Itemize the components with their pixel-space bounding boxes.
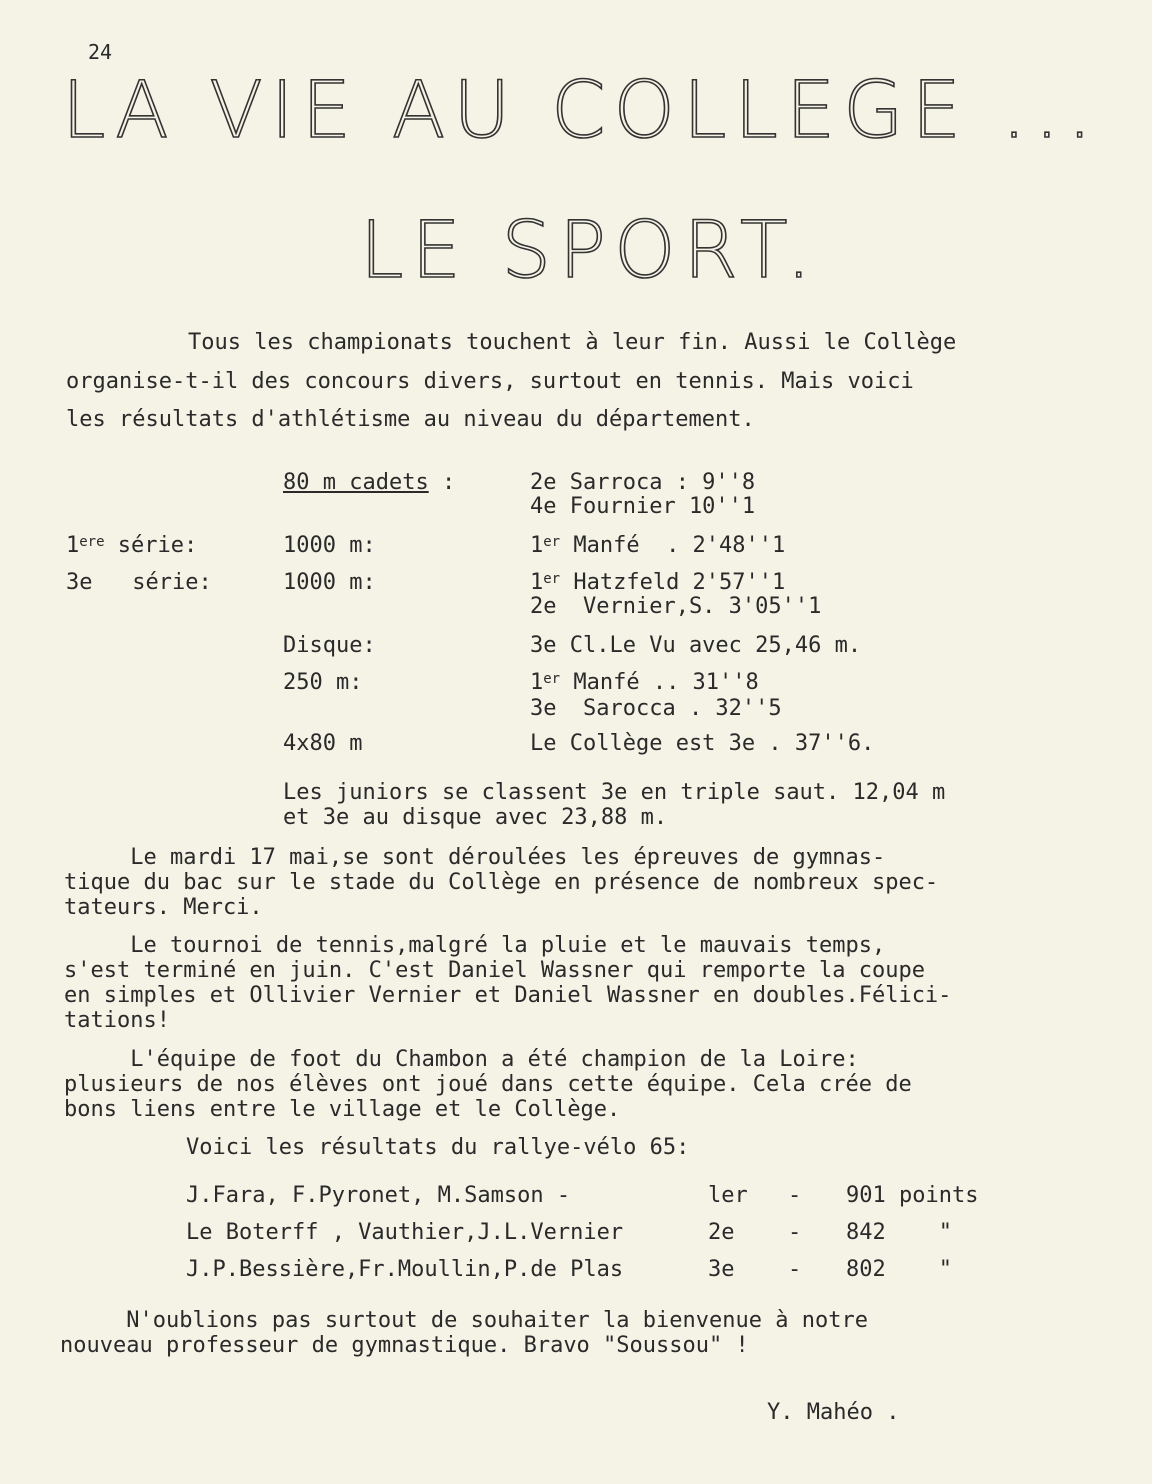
result-250m-2: 3e Sarocca . 32''5 <box>530 696 782 721</box>
intro-line: organise-t-il des concours divers, surtout en tennis. Mais voici <box>66 369 914 394</box>
tennis-line: s'est terminé en juin. C'est Daniel Wassner qui remporte la coupe <box>64 958 925 983</box>
result-cadets-1: 2e Sarroca : 9''8 <box>530 470 756 495</box>
gym-line: tique du bac sur le stade du Collège en présence de nombreux spec- <box>64 870 939 895</box>
event-250m: 250 m: <box>283 670 363 695</box>
rallye-names: J.Fara, F.Pyronet, M.Samson - <box>186 1183 571 1208</box>
closing-line: N'oublions pas surtout de souhaiter la bienvenue à notre <box>60 1308 868 1333</box>
result-serie-1: 1er Manfé . 2'48''1 <box>530 533 786 558</box>
event-relay: 4x80 m <box>283 731 363 756</box>
rallye-rank: 2e <box>708 1220 735 1245</box>
page-title: LA VIE AU COLLEGE ... <box>62 66 1101 156</box>
page-number: 24 <box>88 40 113 64</box>
closing-line: nouveau professeur de gymnastique. Bravo "Soussou" ! <box>60 1333 749 1358</box>
result-serie-3-1: 1er Hatzfeld 2'57''1 <box>530 570 786 595</box>
rallye-dash: - <box>788 1183 802 1208</box>
result-serie-3-2: 2e Vernier,S. 3'05''1 <box>530 594 822 619</box>
rallye-rank: 3e <box>708 1257 735 1282</box>
rallye-points: 842 " <box>846 1220 952 1245</box>
result-cadets-2: 4e Fournier 10''1 <box>530 494 756 519</box>
rallye-points: 802 " <box>846 1257 952 1282</box>
tennis-line: en simples et Ollivier Vernier et Daniel Wassner en doubles.Félici- <box>64 983 952 1008</box>
rallye-rank: ler <box>708 1183 748 1208</box>
rallye-dash: - <box>788 1220 802 1245</box>
foot-line: bons liens entre le village et le Collège. <box>64 1097 621 1122</box>
rallye-dash: - <box>788 1257 802 1282</box>
section-title: LE SPORT. <box>360 206 820 296</box>
intro-line: les résultats d'athlétisme au niveau du département. <box>66 407 755 432</box>
result-disque: 3e Cl.Le Vu avec 25,46 m. <box>530 633 862 658</box>
foot-line: plusieurs de nos élèves ont joué dans cette équipe. Cela crée de <box>64 1072 912 1097</box>
tennis-line: tations! <box>64 1008 170 1033</box>
rallye-names: Le Boterff , Vauthier,J.L.Vernier <box>186 1220 624 1245</box>
rallye-intro: Voici les résultats du rallye-vélo 65: <box>186 1135 690 1160</box>
event-disque: Disque: <box>283 633 376 658</box>
juniors-line: et 3e au disque avec 23,88 m. <box>283 805 668 830</box>
result-250m-1: 1er Manfé .. 31''8 <box>530 670 759 695</box>
intro-line: Tous les championats touchent à leur fin. Aussi le Collège <box>188 330 957 355</box>
serie-1-label: 1ere série: <box>66 533 198 558</box>
signature: Y. Mahéo . <box>767 1400 900 1425</box>
event-80m-cadets: 80 m cadets : <box>283 470 456 495</box>
event-1000m-serie-1: 1000 m: <box>283 533 376 558</box>
foot-line: L'équipe de foot du Chambon a été champion de la Loire: <box>64 1047 859 1072</box>
rallye-points: 901 points <box>846 1183 979 1208</box>
rallye-names: J.P.Bessière,Fr.Moullin,P.de Plas <box>186 1257 624 1282</box>
gym-line: Le mardi 17 mai,se sont déroulées les épreuves de gymnas- <box>64 845 886 870</box>
tennis-line: Le tournoi de tennis,malgré la pluie et le mauvais temps, <box>64 933 886 958</box>
event-1000m-serie-3: 1000 m: <box>283 570 376 595</box>
juniors-line: Les juniors se classent 3e en triple saut. 12,04 m <box>283 780 946 805</box>
serie-3-label: 3e série: <box>66 570 212 595</box>
result-relay: Le Collège est 3e . 37''6. <box>530 731 875 756</box>
gym-line: tateurs. Merci. <box>64 895 263 920</box>
